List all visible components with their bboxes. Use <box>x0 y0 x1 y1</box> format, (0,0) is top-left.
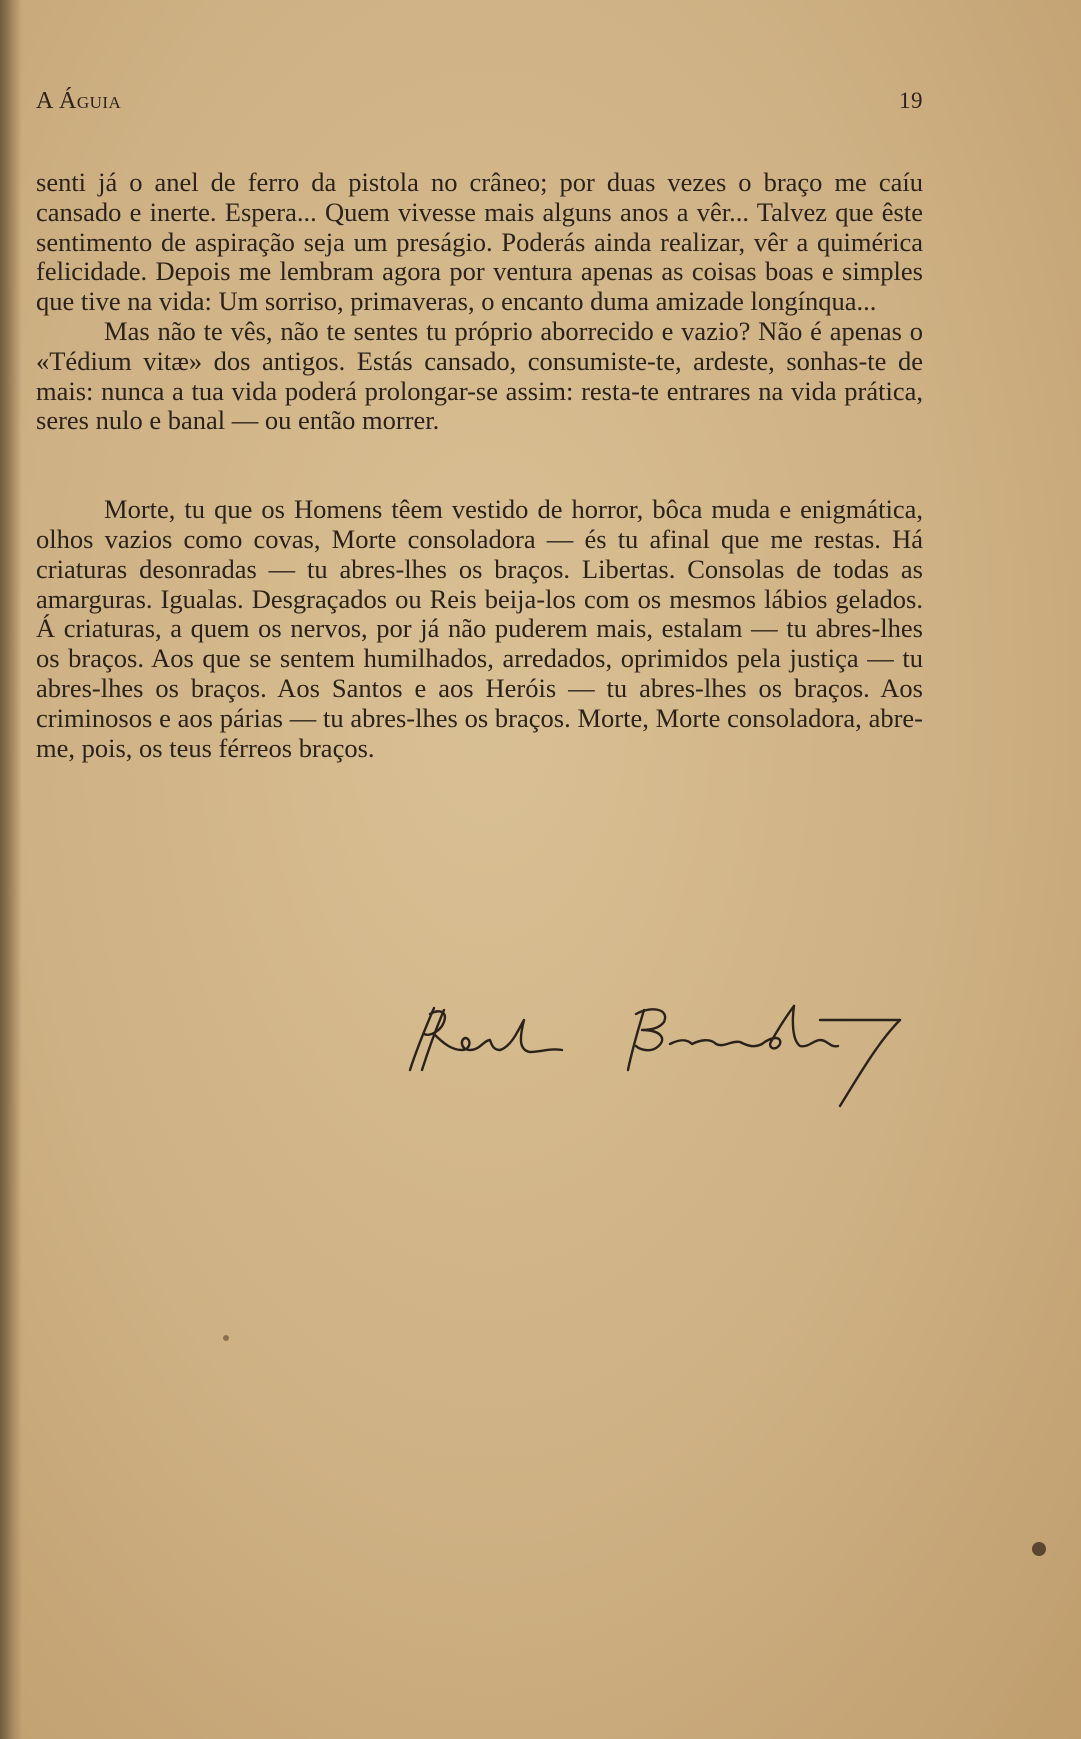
running-title: A Águia <box>36 88 122 114</box>
page-header <box>36 88 923 124</box>
paper-spot <box>223 1335 229 1341</box>
paper-spot <box>1032 1542 1046 1556</box>
author-signature <box>400 1000 920 1110</box>
paragraph-1: senti já o anel de ferro da pistola no crâneo; por duas vezes o braço me caíu cansado e inerte. Espera... Quem vivesse mais alguns anos a vêr... Talvez que êste sentimento de aspiração seja um preságio. Poderás ainda realizar, vêr a quimérica felicidade. Depois me lembram agora por ventura apenas as coisas boas e simples que tive na vida: Um sorriso, primaveras, o encanto duma amizade longínqua... <box>36 167 923 317</box>
paragraph-3: Morte, tu que os Homens têem vestido de horror, bôca muda e enigmática, olhos vazios como covas, Morte consoladora — és tu afinal que me restas. Há criaturas desonradas — tu abres-lhes os braços. Libertas. Consolas de todas as amarguras. Igualas. Desgraçados ou Reis beija-los com os mesmos lábios gelados. Á criaturas, a quem os nervos, por já não puderem mais, estalam — tu abres-lhes os braços. Aos que se sentem humilhados, arredados, oprimidos pela justiça — tu abres-lhes os braços. Aos Santos e aos Heróis — tu abres-lhes os braços. Aos criminosos e aos párias — tu abres-lhes os braços. Morte, Morte consoladora, abre-me, pois, os teus férreos braços. <box>36 494 923 763</box>
body-text <box>36 168 923 763</box>
paragraph-2: Mas não te vês, não te sentes tu próprio aborrecido e vazio? Não é apenas o «Tédium vitæ» dos antigos. Estás cansado, consumiste-te, ardeste, sonhas-te de mais: nunca a tua vida poderá prolongar-se assim: resta-te entrares na vida prática, seres nulo e banal — ou então morrer. <box>36 315 923 436</box>
page-number: 19 <box>899 88 923 113</box>
signature-drawing <box>400 1000 920 1110</box>
